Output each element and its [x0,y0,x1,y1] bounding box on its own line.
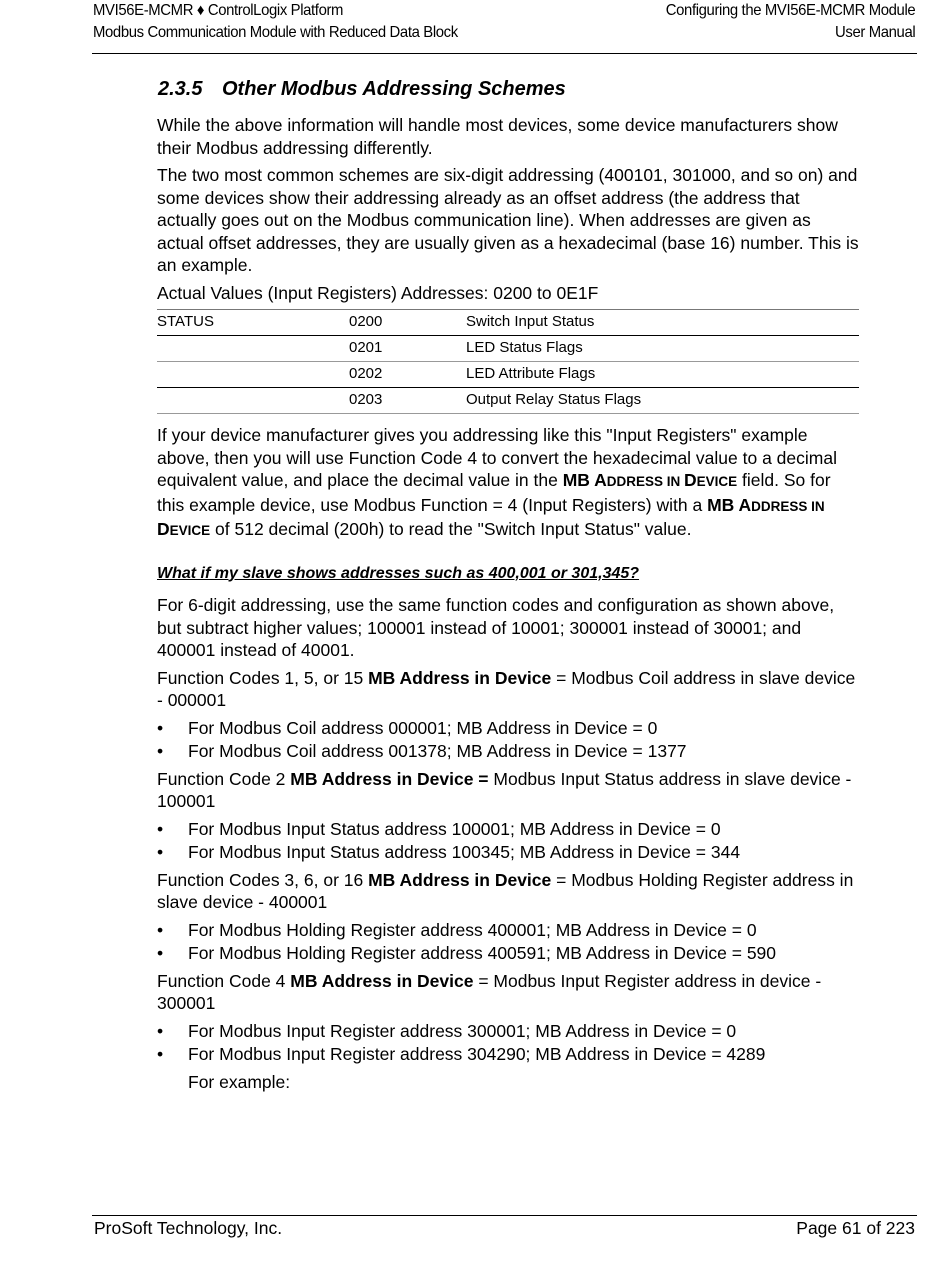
bullet-icon: • [157,818,164,839]
table-cell-group [157,336,349,362]
function-code-paragraph [157,768,859,813]
list-item [157,740,859,764]
function-code-text: Function Codes 3, 6, or 16 [157,869,369,890]
bullet-icon: • [157,717,164,738]
function-code-text: Modbus Input Status address in slave device - 100001 [157,768,852,811]
list-item [157,919,859,943]
bullet-list [157,818,859,865]
footer-rule [92,1215,917,1216]
header-manual-type: User Manual [834,24,915,41]
footer-company: ProSoft Technology, Inc. [94,1218,283,1238]
field-name-part: EVICE [696,474,738,489]
function-code-text: Function Codes 1, 5, or 15 [157,667,369,688]
explanation-paragraph [157,424,859,543]
intro-paragraph-1: While the above information will handle most devices, some device manufacturers show their Modbus addressing differently. [157,115,838,158]
list-item-text: For Modbus Holding Register address 400591; MB Address in Device = 590 [188,943,777,963]
table-cell-description: LED Status Flags [466,336,859,362]
page-body [157,76,859,1098]
function-code-field: MB Address in Device [368,667,552,688]
table-cell-address: 0202 [349,362,466,388]
table-cell-description: Switch Input Status [466,310,859,336]
field-name-part: MB A [707,494,752,515]
subsection-heading: What if my slave shows addresses such as 400,001 or 301,345? [157,564,640,582]
bullet-icon: • [157,1044,164,1064]
list-item [157,841,859,865]
list-item-text: For Modbus Input Register address 300001; MB Address in Device = 0 [188,1020,737,1041]
field-name-part: DDRESS IN [606,474,685,489]
header-chapter-title: Configuring the MVI56E-MCMR Module [665,2,915,19]
list-item [157,717,859,741]
intro-paragraph-2: The two most common schemes are six-digit addressing (400101, 301000, and so on) and some devices show their addressing already as an offset address (the address that actually goes out on the Modbus communication line). When addresses are given as actual offset addresses, they are usually given as a hexadecimal (base 16) number. This is an example. [157,165,859,275]
table-row [157,388,859,414]
function-code-field: MB Address in Device [290,970,474,991]
list-item-text: For Modbus Coil address 000001; MB Address in Device = 0 [188,717,658,738]
bullet-icon: • [157,741,164,761]
table-row [157,310,859,336]
section-heading [158,76,859,102]
six-digit-paragraph: For 6-digit addressing, use the same function codes and configuration as shown above, but subtract higher values; 100001 instead of 10001; 300001 instead of 30001; and 400001 instead of 40001. [157,595,835,660]
explanation-text: field. So for this example device, use Modbus Function = 4 (Input Registers) with a [157,470,831,515]
function-code-text: = Modbus Input Register address in device - 300001 [157,970,822,1013]
for-example-text: For example: [188,1071,291,1092]
bullet-icon: • [157,1020,164,1041]
list-item-text: For Modbus Input Status address 100345; MB Address in Device = 344 [188,842,741,862]
list-item-text: For Modbus Input Register address 304290; MB Address in Device = 4289 [188,1044,766,1064]
function-code-paragraph [157,667,859,712]
list-item [157,942,859,966]
running-header-right [665,0,915,44]
table-cell-address: 0203 [349,388,466,414]
explanation-text: If your device manufacturer gives you addressing like this "Input Registers" example above, then you will use Function Code 4 to convert the hexadecimal value to a decimal equivalent value, and place the decimal value in the [157,425,837,490]
function-code-text: Function Code 2 [157,768,291,789]
table-cell-group [157,362,349,388]
field-name-part: D [684,470,697,490]
bullet-list [157,1020,859,1067]
bullet-list [157,919,859,966]
table-row [157,336,859,362]
section-number: 2.3.5 [158,78,203,100]
table-cell-description: Output Relay Status Flags [466,388,859,414]
field-name-mb-address [563,470,738,490]
section-title: Other Modbus Addressing Schemes [222,78,566,100]
list-item-text: For Modbus Holding Register address 400001; MB Address in Device = 0 [188,919,757,940]
function-code-paragraph [157,869,859,914]
function-code-field: MB Address in Device [368,869,552,890]
header-product-line: MVI56E-MCMR ♦ ControlLogix Platform [93,2,344,19]
field-name-part: A [594,470,607,490]
bullet-icon: • [157,842,164,862]
footer-page-number: Page 61 of 223 [796,1218,915,1238]
table-row [157,362,859,388]
table-cell-description: LED Attribute Flags [466,362,859,388]
table-cell-group [157,388,349,414]
list-item-text: For Modbus Coil address 001378; MB Address in Device = 1377 [188,741,687,761]
bullet-icon: • [157,943,164,963]
explanation-text: of 512 decimal (200h) to read the "Switch Input Status" value. [210,519,692,539]
field-name-part: DDRESS IN [751,498,825,514]
function-code-paragraph [157,970,859,1015]
list-item [157,818,859,842]
function-code-text: = Modbus Holding Register address in slave device - 400001 [157,869,854,912]
table-cell-group: STATUS [157,310,349,336]
function-code-field: MB Address in Device = [290,768,489,789]
field-name-part: EVICE [169,523,211,538]
table-caption: Actual Values (Input Registers) Addresses: 0200 to 0E1F [157,282,599,303]
table-cell-address: 0201 [349,336,466,362]
field-name-part: MB [562,470,595,490]
list-item-text: For Modbus Input Status address 100001; MB Address in Device = 0 [188,818,721,839]
field-name-part: D [157,519,170,539]
function-code-text: = Modbus Coil address in slave device - 000001 [157,667,856,710]
list-item [157,1043,859,1067]
list-item [157,1020,859,1044]
table-cell-address: 0200 [349,310,466,336]
function-code-text: Function Code 4 [157,970,291,991]
bullet-list [157,717,859,764]
running-header-left [93,0,458,44]
header-rule [92,53,917,54]
address-table [157,309,859,414]
header-module-description: Modbus Communication Module with Reduced Data Block [93,24,458,41]
bullet-icon: • [157,919,164,940]
